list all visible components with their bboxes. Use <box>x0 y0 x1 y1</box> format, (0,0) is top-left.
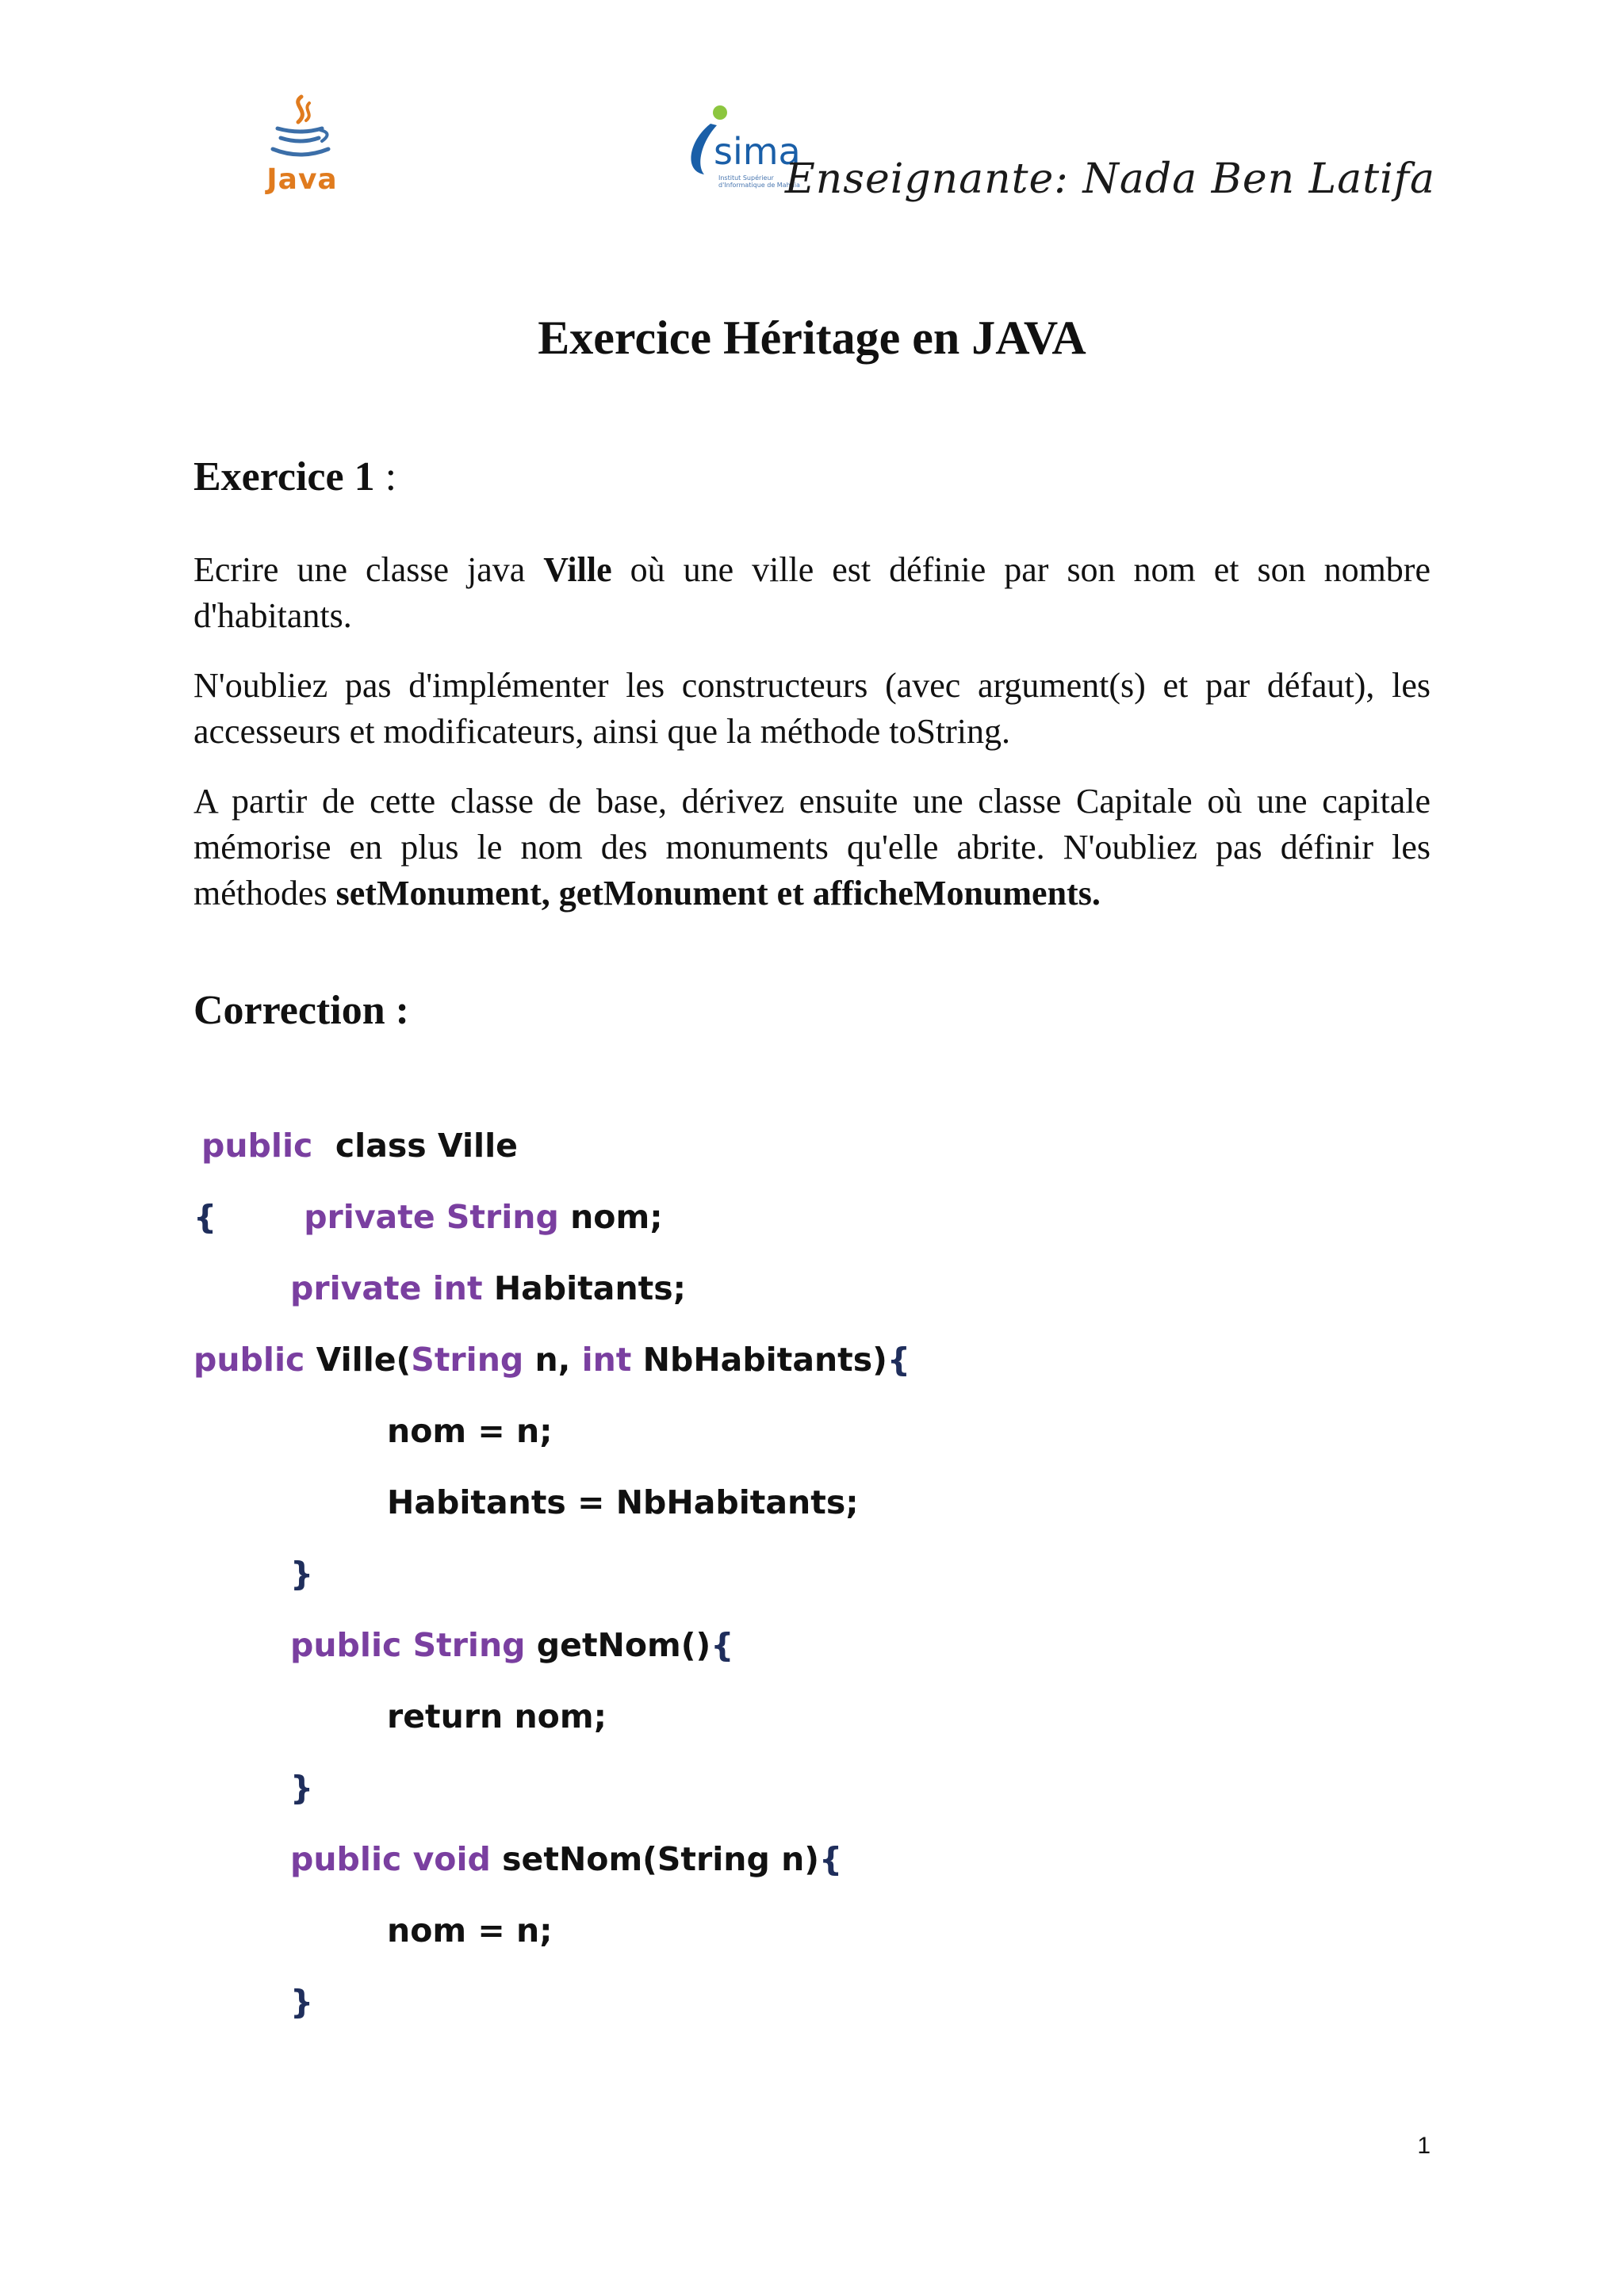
code-text: n, <box>523 1341 582 1379</box>
code-line <box>201 1122 518 1169</box>
code-text: setNom(String n) <box>490 1840 820 1878</box>
code-text: Habitants; <box>482 1269 687 1307</box>
code-line <box>290 1621 733 1669</box>
code-brace: { <box>710 1626 734 1664</box>
code-line: } <box>290 1555 314 1593</box>
code-text: class Ville <box>312 1127 518 1165</box>
java-logo <box>252 94 347 197</box>
exercise-paragraph-3 <box>193 779 1431 916</box>
code-line <box>290 1265 686 1312</box>
code-text: NbHabitants) <box>631 1341 887 1379</box>
code-line: nom = n; <box>387 1412 553 1450</box>
code-brace: { <box>819 1840 843 1878</box>
paragraph-text: Ecrire une classe java <box>193 550 544 589</box>
exercise-heading-label: Exercice 1 <box>193 454 375 499</box>
code-keyword: private String <box>304 1198 559 1236</box>
code-keyword: public void <box>290 1840 491 1878</box>
code-text: Ville( <box>304 1341 412 1379</box>
code-line: nom = n; <box>387 1911 553 1950</box>
paragraph-text: où une ville est définie par son nom et son nombre d'habitants. <box>193 550 1431 635</box>
code-line: return nom; <box>387 1697 607 1735</box>
code-line: Habitants = NbHabitants; <box>387 1483 859 1521</box>
code-line: } <box>290 1769 314 1807</box>
coffee-cup-icon <box>266 94 335 160</box>
page-number: 1 <box>1417 2133 1431 2159</box>
code-keyword: public String <box>290 1626 526 1664</box>
code-line <box>193 1193 663 1241</box>
code-keyword: public <box>201 1127 313 1165</box>
isima-logo-subtext: Institut Supérieur d'Informatique de Mahdia <box>718 174 800 189</box>
code-brace: { <box>193 1198 217 1236</box>
code-brace: { <box>887 1341 911 1379</box>
code-text: nom; <box>558 1198 663 1236</box>
code-line <box>193 1336 910 1383</box>
method-names: setMonument, getMonument et afficheMonuments. <box>335 874 1101 913</box>
class-name-ville: Ville <box>543 550 612 589</box>
code-keyword: int <box>581 1341 632 1379</box>
code-keyword: String <box>411 1341 524 1379</box>
code-keyword: private int <box>290 1269 483 1307</box>
code-line <box>290 1835 842 1883</box>
paragraph-text: A partir de cette classe de base, dérivez ensuite une classe Capitale où une capitale mémorise en plus le nom des monuments qu'elle abrite. N'oubliez pas définir les méthodes <box>193 782 1431 913</box>
correction-heading: Correction : <box>193 988 409 1033</box>
isima-logo-text: sima <box>714 130 801 173</box>
code-line: } <box>290 1983 314 2021</box>
exercise-paragraph-2: N'oubliez pas d'implémenter les constructeurs (avec argument(s) et par défaut), les accesseurs et modificateurs, ainsi que la méthode toString. <box>193 666 1431 751</box>
exercise-heading <box>193 453 396 500</box>
exercise-heading-suffix: : <box>374 454 397 499</box>
code-keyword: public <box>193 1341 305 1379</box>
document-title: Exercice Héritage en JAVA <box>538 312 1086 364</box>
teacher-name: Enseignante: Nada Ben Latifa <box>784 155 1435 203</box>
exercise-paragraph-1 <box>193 547 1431 639</box>
code-text: getNom() <box>525 1626 711 1664</box>
java-logo-text: Java <box>266 163 338 196</box>
